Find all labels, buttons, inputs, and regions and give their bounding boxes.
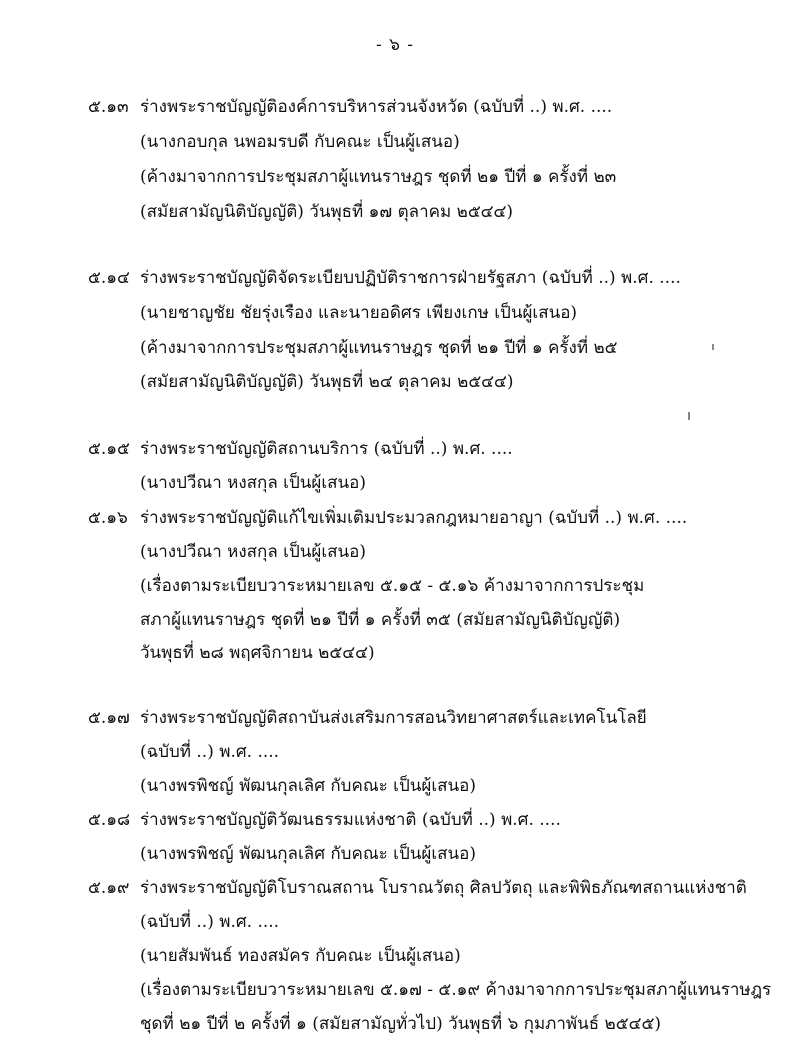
item-number: ๕.๑๘ bbox=[88, 810, 131, 830]
note-line: (สมัยสามัญนิติบัญญัติ) วันพุธที่ ๒๔ ตุลาคม ๒๕๔๔) bbox=[140, 372, 514, 392]
note-line: (ค้างมาจากการประชุมสภาผู้แทนราษฎร ชุดที่ ๒๑ ปีที่ ๑ ครั้งที่ ๒๓ bbox=[140, 167, 617, 187]
bill-title: ร่างพระราชบัญญัติวัฒนธรรมแห่งชาติ (ฉบับที่ ..) พ.ศ. .... bbox=[140, 810, 561, 830]
scan-speck bbox=[688, 412, 690, 420]
bill-title: ร่างพระราชบัญญัติองค์การบริหารส่วนจังหวัด (ฉบับที่ ..) พ.ศ. .... bbox=[140, 97, 613, 117]
item-number: ๕.๑๓ bbox=[88, 97, 129, 117]
bill-title: ร่างพระราชบัญญัติโบราณสถาน โบราณวัตถุ ศิลปวัตถุ และพิพิธภัณฑสถานแห่งชาติ bbox=[140, 878, 747, 898]
note-line: (เรื่องตามระเบียบวาระหมายเลข ๕.๑๕ - ๕.๑๖ ค้างมาจากการประชุม bbox=[140, 576, 645, 596]
page-number: - ๖ - bbox=[375, 35, 415, 55]
scan-speck bbox=[712, 344, 714, 350]
item-number: ๕.๑๙ bbox=[88, 878, 130, 898]
proposer-line: (นางปวีณา หงสกุล เป็นผู้เสนอ) bbox=[140, 473, 366, 493]
note-line: สภาผู้แทนราษฎร ชุดที่ ๒๑ ปีที่ ๑ ครั้งที่ ๓๕ (สมัยสามัญนิติบัญญัติ) bbox=[140, 610, 621, 630]
proposer-line: (นางพรพิชญ์ พัฒนกุลเลิศ กับคณะ เป็นผู้เสนอ) bbox=[140, 844, 476, 864]
bill-title-continued: (ฉบับที่ ..) พ.ศ. .... bbox=[140, 742, 280, 762]
item-number: ๕.๑๖ bbox=[88, 508, 128, 528]
item-number: ๕.๑๔ bbox=[88, 268, 130, 288]
bill-title: ร่างพระราชบัญญัติแก้ไขเพิ่มเติมประมวลกฎหมายอาญา (ฉบับที่ ..) พ.ศ. .... bbox=[140, 508, 688, 528]
item-number: ๕.๑๕ bbox=[88, 439, 130, 459]
note-line: (เรื่องตามระเบียบวาระหมายเลข ๕.๑๗ - ๕.๑๙ ค้างมาจากการประชุมสภาผู้แทนราษฎร bbox=[140, 980, 772, 1000]
bill-title: ร่างพระราชบัญญัติสถาบันส่งเสริมการสอนวิทยาศาสตร์และเทคโนโลยี bbox=[140, 708, 647, 728]
note-line: (สมัยสามัญนิติบัญญัติ) วันพุธที่ ๑๗ ตุลาคม ๒๕๔๔) bbox=[140, 202, 514, 222]
note-line: (ค้างมาจากการประชุมสภาผู้แทนราษฎร ชุดที่ ๒๑ ปีที่ ๑ ครั้งที่ ๒๕ bbox=[140, 338, 618, 358]
bill-title: ร่างพระราชบัญญัติสถานบริการ (ฉบับที่ ..) พ.ศ. .... bbox=[140, 439, 513, 459]
proposer-line: (นางกอบกุล นพอมรบดี กับคณะ เป็นผู้เสนอ) bbox=[140, 132, 460, 152]
bill-title: ร่างพระราชบัญญัติจัดระเบียบปฏิบัติราชการฝ่ายรัฐสภา (ฉบับที่ ..) พ.ศ. .... bbox=[140, 268, 681, 288]
note-line: วันพุธที่ ๒๘ พฤศจิกายน ๒๕๔๔) bbox=[140, 643, 375, 663]
proposer-line: (นางพรพิชญ์ พัฒนกุลเลิศ กับคณะ เป็นผู้เสนอ) bbox=[140, 776, 476, 796]
proposer-line: (นางปวีณา หงสกุล เป็นผู้เสนอ) bbox=[140, 542, 366, 562]
item-number: ๕.๑๗ bbox=[88, 708, 130, 728]
proposer-line: (นายสัมพันธ์ ทองสมัคร กับคณะ เป็นผู้เสนอ) bbox=[140, 946, 461, 966]
bill-title-continued: (ฉบับที่ ..) พ.ศ. .... bbox=[140, 912, 280, 932]
note-line: ชุดที่ ๒๑ ปีที่ ๒ ครั้งที่ ๑ (สมัยสามัญทั่วไป) วันพุธที่ ๖ กุมภาพันธ์ ๒๕๔๕) bbox=[140, 1014, 661, 1034]
proposer-line: (นายชาญชัย ชัยรุ่งเรือง และนายอดิศร เพียงเกษ เป็นผู้เสนอ) bbox=[140, 303, 578, 323]
